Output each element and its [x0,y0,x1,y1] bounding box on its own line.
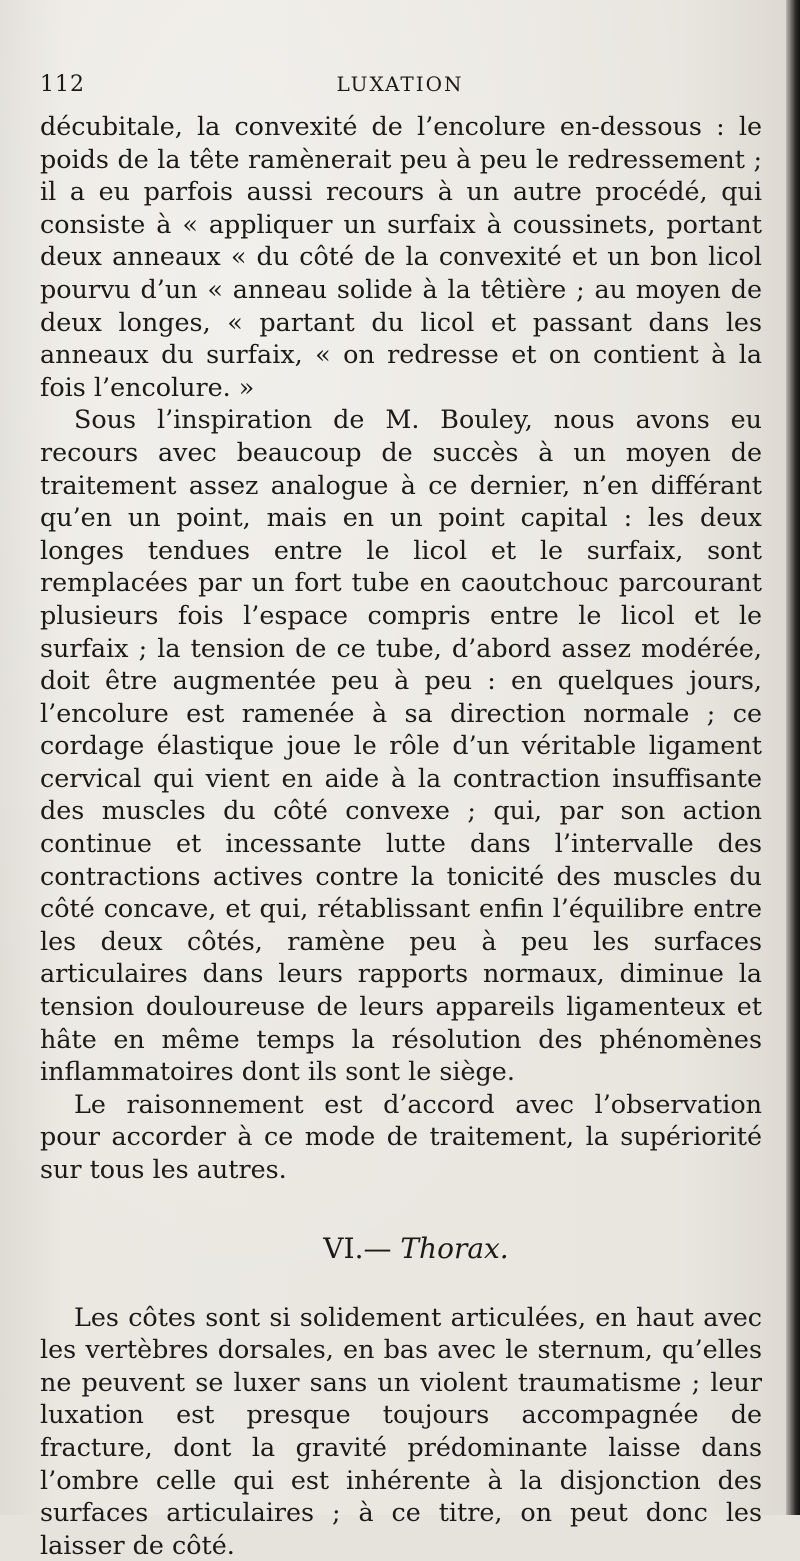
section-number: VI.— [323,1231,392,1265]
paragraph-thorax: Les côtes sont si solidement articulées, en haut avec les vertèbres dorsales, en bas avec le sternum, qu’elles ne peuvent se luxer sans un violent traumatisme ; leur luxation est presque toujours accompagnée de fracture, dont la gravité prédominante laisse dans l’ombre celle qui est inhérente à la disjonction des surfaces articulaires ; à ce titre, on peut donc les laisser de côté. [40,1301,762,1560]
section-title: Thorax. [400,1231,509,1265]
page-number: 112 [40,72,85,97]
page-header [40,64,760,104]
section-heading [70,1232,762,1265]
paragraph-bouley-treatment: Sous l’inspiration de M. Bouley, nous avons eu recours avec beaucoup de succès à un moyen de traitement assez analogue à ce dernier, n’en différant qu’en un point, mais en un point capital : les deux longes tendues entre le licol et le surfaix, sont remplacées par un fort tube en caoutchouc parcourant plusieurs fois l’espace compris entre le licol et le surfaix ; la tension de ce tube, d’abord assez modérée, doit être augmentée peu à peu : en quelques jours, l’encolure est ramenée à sa direction normale ; ce cordage élastique joue le rôle d’un véritable ligament cervical qui vient en aide à la contraction insuffisante des muscles du côté convexe ; qui, par son action continue et incessante lutte dans l’intervalle des contractions actives contre la tonicité des muscles du côté concave, et qui, rétablissant enfin l’équilibre entre les deux côtés, ramène peu à peu les surfaces articulaires dans leurs rapports normaux, diminue la tension douloureuse de leurs appareils ligamenteux et hâte en même temps la résolution des phénomènes inflammatoires dont ils sont le siège. [40,404,762,1087]
paragraph-conclusion: Le raisonnement est d’accord avec l’observation pour accorder à ce mode de traitement, la supériorité sur tous les autres. [40,1088,762,1184]
book-spine-shadow [786,0,800,1515]
running-title: LUXATION [336,72,464,96]
body-text [40,110,762,1561]
paragraph-continued: décubitale, la convexité de l’encolure en-dessous : le poids de la tête ramènerait peu à peu le redressement ; il a eu parfois aussi recours à un autre procédé, qui consiste à « appliquer un surfaix à coussinets, portant deux anneaux « du côté de la convexité et un bon licol pourvu d’un « anneau solide à la têtière ; au moyen de deux longes, « partant du licol et passant dans les anneaux du surfaix, « on redresse et on contient à la fois l’encolure. » [40,111,762,402]
